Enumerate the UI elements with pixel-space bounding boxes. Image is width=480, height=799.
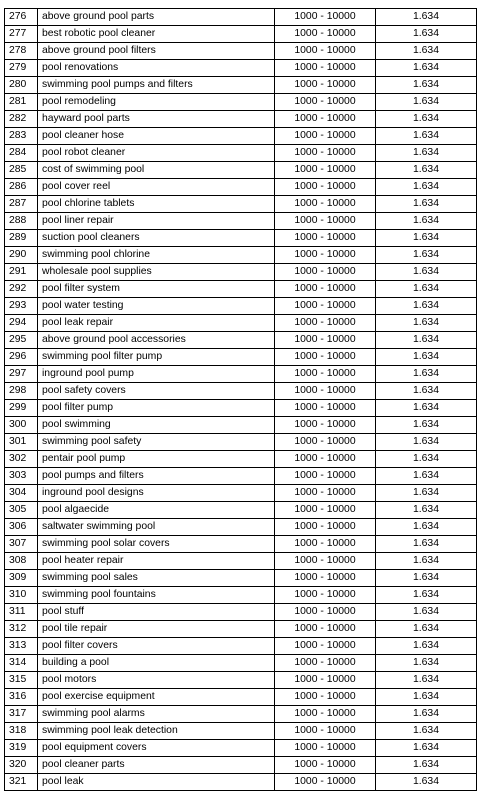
search-volume-cell: 1000 - 10000 — [275, 349, 376, 366]
row-number: 311 — [5, 604, 38, 621]
value-cell: 1.634 — [376, 111, 477, 128]
table-row — [5, 604, 477, 621]
search-volume-cell: 1000 - 10000 — [275, 162, 376, 179]
row-number: 286 — [5, 179, 38, 196]
value-cell: 1.634 — [376, 689, 477, 706]
keyword-cell: above ground pool parts — [38, 9, 275, 26]
value-cell: 1.634 — [376, 672, 477, 689]
value-cell: 1.634 — [376, 281, 477, 298]
value-cell: 1.634 — [376, 366, 477, 383]
table-row — [5, 128, 477, 145]
table-row — [5, 621, 477, 638]
row-number: 295 — [5, 332, 38, 349]
value-cell: 1.634 — [376, 315, 477, 332]
table-row — [5, 740, 477, 757]
row-number: 304 — [5, 485, 38, 502]
row-number: 297 — [5, 366, 38, 383]
search-volume-cell: 1000 - 10000 — [275, 570, 376, 587]
row-number: 293 — [5, 298, 38, 315]
value-cell: 1.634 — [376, 774, 477, 791]
table-row — [5, 162, 477, 179]
search-volume-cell: 1000 - 10000 — [275, 77, 376, 94]
search-volume-cell: 1000 - 10000 — [275, 43, 376, 60]
search-volume-cell: 1000 - 10000 — [275, 417, 376, 434]
keyword-cell: suction pool cleaners — [38, 230, 275, 247]
row-number: 296 — [5, 349, 38, 366]
table-row — [5, 111, 477, 128]
keyword-cell: pool leak repair — [38, 315, 275, 332]
value-cell: 1.634 — [376, 77, 477, 94]
search-volume-cell: 1000 - 10000 — [275, 94, 376, 111]
row-number: 309 — [5, 570, 38, 587]
row-number: 302 — [5, 451, 38, 468]
row-number: 281 — [5, 94, 38, 111]
search-volume-cell: 1000 - 10000 — [275, 298, 376, 315]
keyword-cell: pool stuff — [38, 604, 275, 621]
value-cell: 1.634 — [376, 502, 477, 519]
table-row — [5, 655, 477, 672]
keyword-cell: hayward pool parts — [38, 111, 275, 128]
table-row — [5, 774, 477, 791]
row-number: 277 — [5, 26, 38, 43]
value-cell: 1.634 — [376, 468, 477, 485]
table-row — [5, 315, 477, 332]
value-cell: 1.634 — [376, 519, 477, 536]
row-number: 319 — [5, 740, 38, 757]
table-row — [5, 9, 477, 26]
value-cell: 1.634 — [376, 128, 477, 145]
value-cell: 1.634 — [376, 94, 477, 111]
search-volume-cell: 1000 - 10000 — [275, 740, 376, 757]
keyword-cell: above ground pool accessories — [38, 332, 275, 349]
search-volume-cell: 1000 - 10000 — [275, 536, 376, 553]
table-row — [5, 706, 477, 723]
value-cell: 1.634 — [376, 162, 477, 179]
row-number: 300 — [5, 417, 38, 434]
search-volume-cell: 1000 - 10000 — [275, 621, 376, 638]
table-row — [5, 689, 477, 706]
table-row — [5, 638, 477, 655]
keyword-table — [4, 8, 477, 791]
search-volume-cell: 1000 - 10000 — [275, 332, 376, 349]
search-volume-cell: 1000 - 10000 — [275, 247, 376, 264]
keyword-cell: pool pumps and filters — [38, 468, 275, 485]
keyword-cell: pentair pool pump — [38, 451, 275, 468]
value-cell: 1.634 — [376, 587, 477, 604]
value-cell: 1.634 — [376, 706, 477, 723]
table-row — [5, 451, 477, 468]
value-cell: 1.634 — [376, 230, 477, 247]
search-volume-cell: 1000 - 10000 — [275, 604, 376, 621]
table-row — [5, 502, 477, 519]
table-row — [5, 434, 477, 451]
keyword-cell: swimming pool alarms — [38, 706, 275, 723]
search-volume-cell: 1000 - 10000 — [275, 706, 376, 723]
table-row — [5, 26, 477, 43]
keyword-cell: above ground pool filters — [38, 43, 275, 60]
keyword-cell: wholesale pool supplies — [38, 264, 275, 281]
keyword-cell: pool equipment covers — [38, 740, 275, 757]
value-cell: 1.634 — [376, 604, 477, 621]
row-number: 280 — [5, 77, 38, 94]
value-cell: 1.634 — [376, 621, 477, 638]
value-cell: 1.634 — [376, 196, 477, 213]
search-volume-cell: 1000 - 10000 — [275, 638, 376, 655]
search-volume-cell: 1000 - 10000 — [275, 264, 376, 281]
search-volume-cell: 1000 - 10000 — [275, 672, 376, 689]
value-cell: 1.634 — [376, 417, 477, 434]
keyword-cell: inground pool pump — [38, 366, 275, 383]
row-number: 287 — [5, 196, 38, 213]
value-cell: 1.634 — [376, 570, 477, 587]
value-cell: 1.634 — [376, 213, 477, 230]
row-number: 303 — [5, 468, 38, 485]
search-volume-cell: 1000 - 10000 — [275, 60, 376, 77]
table-row — [5, 247, 477, 264]
row-number: 282 — [5, 111, 38, 128]
row-number: 278 — [5, 43, 38, 60]
row-number: 283 — [5, 128, 38, 145]
keyword-cell: pool swimming — [38, 417, 275, 434]
keyword-cell: pool motors — [38, 672, 275, 689]
search-volume-cell: 1000 - 10000 — [275, 553, 376, 570]
table-row — [5, 672, 477, 689]
value-cell: 1.634 — [376, 383, 477, 400]
table-row — [5, 281, 477, 298]
row-number: 292 — [5, 281, 38, 298]
keyword-cell: pool robot cleaner — [38, 145, 275, 162]
search-volume-cell: 1000 - 10000 — [275, 519, 376, 536]
value-cell: 1.634 — [376, 740, 477, 757]
value-cell: 1.634 — [376, 485, 477, 502]
search-volume-cell: 1000 - 10000 — [275, 111, 376, 128]
table-row — [5, 587, 477, 604]
table-row — [5, 417, 477, 434]
value-cell: 1.634 — [376, 9, 477, 26]
table-row — [5, 553, 477, 570]
row-number: 298 — [5, 383, 38, 400]
value-cell: 1.634 — [376, 536, 477, 553]
search-volume-cell: 1000 - 10000 — [275, 502, 376, 519]
value-cell: 1.634 — [376, 60, 477, 77]
row-number: 315 — [5, 672, 38, 689]
value-cell: 1.634 — [376, 179, 477, 196]
row-number: 306 — [5, 519, 38, 536]
value-cell: 1.634 — [376, 332, 477, 349]
search-volume-cell: 1000 - 10000 — [275, 400, 376, 417]
search-volume-cell: 1000 - 10000 — [275, 26, 376, 43]
search-volume-cell: 1000 - 10000 — [275, 451, 376, 468]
keyword-cell: pool chlorine tablets — [38, 196, 275, 213]
keyword-cell: pool cover reel — [38, 179, 275, 196]
row-number: 314 — [5, 655, 38, 672]
row-number: 316 — [5, 689, 38, 706]
value-cell: 1.634 — [376, 638, 477, 655]
keyword-cell: swimming pool leak detection — [38, 723, 275, 740]
table-row — [5, 43, 477, 60]
search-volume-cell: 1000 - 10000 — [275, 145, 376, 162]
row-number: 310 — [5, 587, 38, 604]
row-number: 312 — [5, 621, 38, 638]
row-number: 279 — [5, 60, 38, 77]
table-row — [5, 179, 477, 196]
search-volume-cell: 1000 - 10000 — [275, 587, 376, 604]
search-volume-cell: 1000 - 10000 — [275, 128, 376, 145]
value-cell: 1.634 — [376, 400, 477, 417]
keyword-cell: pool safety covers — [38, 383, 275, 400]
keyword-cell: pool renovations — [38, 60, 275, 77]
row-number: 313 — [5, 638, 38, 655]
row-number: 291 — [5, 264, 38, 281]
table-row — [5, 60, 477, 77]
value-cell: 1.634 — [376, 757, 477, 774]
search-volume-cell: 1000 - 10000 — [275, 757, 376, 774]
table-row — [5, 383, 477, 400]
table-row — [5, 77, 477, 94]
table-row — [5, 468, 477, 485]
search-volume-cell: 1000 - 10000 — [275, 468, 376, 485]
search-volume-cell: 1000 - 10000 — [275, 774, 376, 791]
row-number: 289 — [5, 230, 38, 247]
value-cell: 1.634 — [376, 451, 477, 468]
search-volume-cell: 1000 - 10000 — [275, 179, 376, 196]
keyword-cell: pool water testing — [38, 298, 275, 315]
keyword-cell: saltwater swimming pool — [38, 519, 275, 536]
search-volume-cell: 1000 - 10000 — [275, 383, 376, 400]
table-row — [5, 757, 477, 774]
row-number: 299 — [5, 400, 38, 417]
search-volume-cell: 1000 - 10000 — [275, 9, 376, 26]
keyword-cell: best robotic pool cleaner — [38, 26, 275, 43]
keyword-cell: swimming pool pumps and filters — [38, 77, 275, 94]
table-row — [5, 298, 477, 315]
row-number: 284 — [5, 145, 38, 162]
row-number: 285 — [5, 162, 38, 179]
row-number: 320 — [5, 757, 38, 774]
table-row — [5, 519, 477, 536]
table-row — [5, 723, 477, 740]
row-number: 305 — [5, 502, 38, 519]
value-cell: 1.634 — [376, 145, 477, 162]
value-cell: 1.634 — [376, 247, 477, 264]
search-volume-cell: 1000 - 10000 — [275, 366, 376, 383]
search-volume-cell: 1000 - 10000 — [275, 315, 376, 332]
keyword-cell: swimming pool filter pump — [38, 349, 275, 366]
search-volume-cell: 1000 - 10000 — [275, 485, 376, 502]
keyword-cell: swimming pool fountains — [38, 587, 275, 604]
table-row — [5, 485, 477, 502]
keyword-cell: pool liner repair — [38, 213, 275, 230]
value-cell: 1.634 — [376, 43, 477, 60]
keyword-cell: pool remodeling — [38, 94, 275, 111]
search-volume-cell: 1000 - 10000 — [275, 689, 376, 706]
keyword-cell: pool heater repair — [38, 553, 275, 570]
search-volume-cell: 1000 - 10000 — [275, 213, 376, 230]
value-cell: 1.634 — [376, 264, 477, 281]
row-number: 276 — [5, 9, 38, 26]
keyword-cell: swimming pool sales — [38, 570, 275, 587]
value-cell: 1.634 — [376, 723, 477, 740]
keyword-cell: pool tile repair — [38, 621, 275, 638]
keyword-cell: pool filter covers — [38, 638, 275, 655]
table-row — [5, 196, 477, 213]
table-row — [5, 366, 477, 383]
keyword-cell: pool exercise equipment — [38, 689, 275, 706]
row-number: 301 — [5, 434, 38, 451]
search-volume-cell: 1000 - 10000 — [275, 723, 376, 740]
keyword-cell: pool cleaner parts — [38, 757, 275, 774]
row-number: 318 — [5, 723, 38, 740]
value-cell: 1.634 — [376, 26, 477, 43]
table-row — [5, 264, 477, 281]
value-cell: 1.634 — [376, 349, 477, 366]
row-number: 294 — [5, 315, 38, 332]
row-number: 288 — [5, 213, 38, 230]
table-row — [5, 230, 477, 247]
row-number: 317 — [5, 706, 38, 723]
search-volume-cell: 1000 - 10000 — [275, 230, 376, 247]
value-cell: 1.634 — [376, 434, 477, 451]
row-number: 321 — [5, 774, 38, 791]
keyword-cell: building a pool — [38, 655, 275, 672]
value-cell: 1.634 — [376, 655, 477, 672]
keyword-cell: inground pool designs — [38, 485, 275, 502]
table-row — [5, 94, 477, 111]
row-number: 290 — [5, 247, 38, 264]
table-row — [5, 400, 477, 417]
search-volume-cell: 1000 - 10000 — [275, 196, 376, 213]
table-row — [5, 213, 477, 230]
table-row — [5, 145, 477, 162]
search-volume-cell: 1000 - 10000 — [275, 434, 376, 451]
table-row — [5, 349, 477, 366]
keyword-cell: pool algaecide — [38, 502, 275, 519]
search-volume-cell: 1000 - 10000 — [275, 655, 376, 672]
keyword-cell: cost of swimming pool — [38, 162, 275, 179]
keyword-cell: swimming pool chlorine — [38, 247, 275, 264]
keyword-cell: pool cleaner hose — [38, 128, 275, 145]
keyword-cell: swimming pool safety — [38, 434, 275, 451]
keyword-table-body — [5, 9, 477, 791]
value-cell: 1.634 — [376, 553, 477, 570]
keyword-cell: pool leak — [38, 774, 275, 791]
row-number: 307 — [5, 536, 38, 553]
keyword-cell: swimming pool solar covers — [38, 536, 275, 553]
keyword-cell: pool filter pump — [38, 400, 275, 417]
table-row — [5, 536, 477, 553]
row-number: 308 — [5, 553, 38, 570]
keyword-cell: pool filter system — [38, 281, 275, 298]
value-cell: 1.634 — [376, 298, 477, 315]
search-volume-cell: 1000 - 10000 — [275, 281, 376, 298]
table-row — [5, 570, 477, 587]
table-row — [5, 332, 477, 349]
